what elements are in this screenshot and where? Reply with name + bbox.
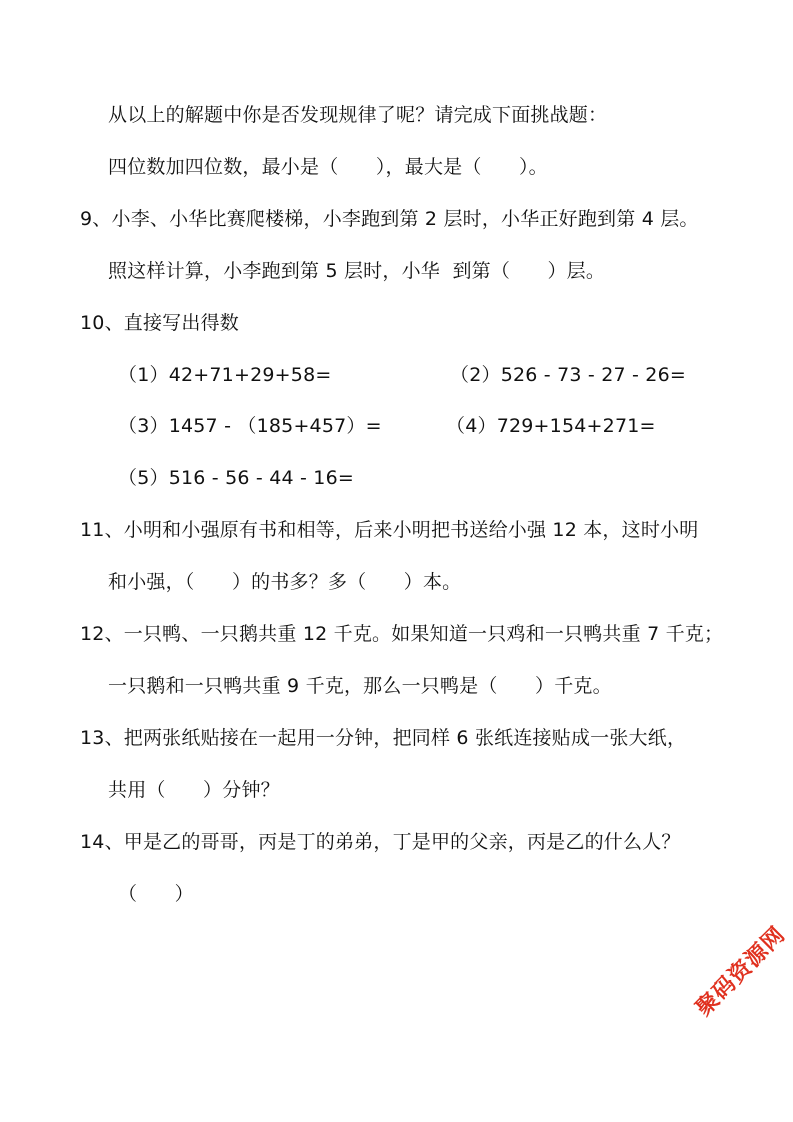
question-10-item-1: （1）42+71+29+58= <box>118 364 332 386</box>
question-9-line-1: 9、小李、小华比赛爬楼梯，小李跑到第 2 层时，小华正好跑到第 4 层。 <box>80 208 699 230</box>
question-10-item-4: （4）729+154+271= <box>446 415 656 437</box>
question-10-item-2: （2）526 - 73 - 27 - 26= <box>450 364 687 386</box>
question-10-title: 10、直接写出得数 <box>80 312 239 334</box>
question-14-line-2: （ ） <box>118 883 194 905</box>
question-14-line-1: 14、甲是乙的哥哥，丙是丁的弟弟，丁是甲的父亲，丙是乙的什么人？ <box>80 831 681 853</box>
challenge-question: 四位数加四位数，最小是（ ），最大是（ ）。 <box>108 156 548 178</box>
question-11-line-2: 和小强，（ ）的书多？多（ ）本。 <box>108 571 462 593</box>
question-12-line-2: 一只鹅和一只鸭共重 9 千克，那么一只鸭是（ ）千克。 <box>108 675 612 697</box>
question-10-item-5: （5）516 - 56 - 44 - 16= <box>118 467 355 489</box>
question-12-line-1: 12、一只鸭、一只鹅共重 12 千克。如果知道一只鸡和一只鸭共重 7 千克； <box>80 623 724 645</box>
question-9-line-2: 照这样计算，小李跑到第 5 层时，小华 到第（ ）层。 <box>108 260 606 282</box>
question-11-line-1: 11、小明和小强原有书和相等，后来小明把书送给小强 12 本，这时小明 <box>80 519 699 541</box>
intro-line: 从以上的解题中你是否发现规律了呢？请完成下面挑战题： <box>108 104 608 126</box>
question-13-line-1: 13、把两张纸贴接在一起用一分钟，把同样 6 张纸连接贴成一张大纸， <box>80 727 687 749</box>
watermark-logo: 聚码资源网 <box>691 922 791 1022</box>
question-10-item-3: （3）1457 - （185+457）= <box>118 415 382 437</box>
question-13-line-2: 共用（ ）分钟？ <box>108 779 280 801</box>
